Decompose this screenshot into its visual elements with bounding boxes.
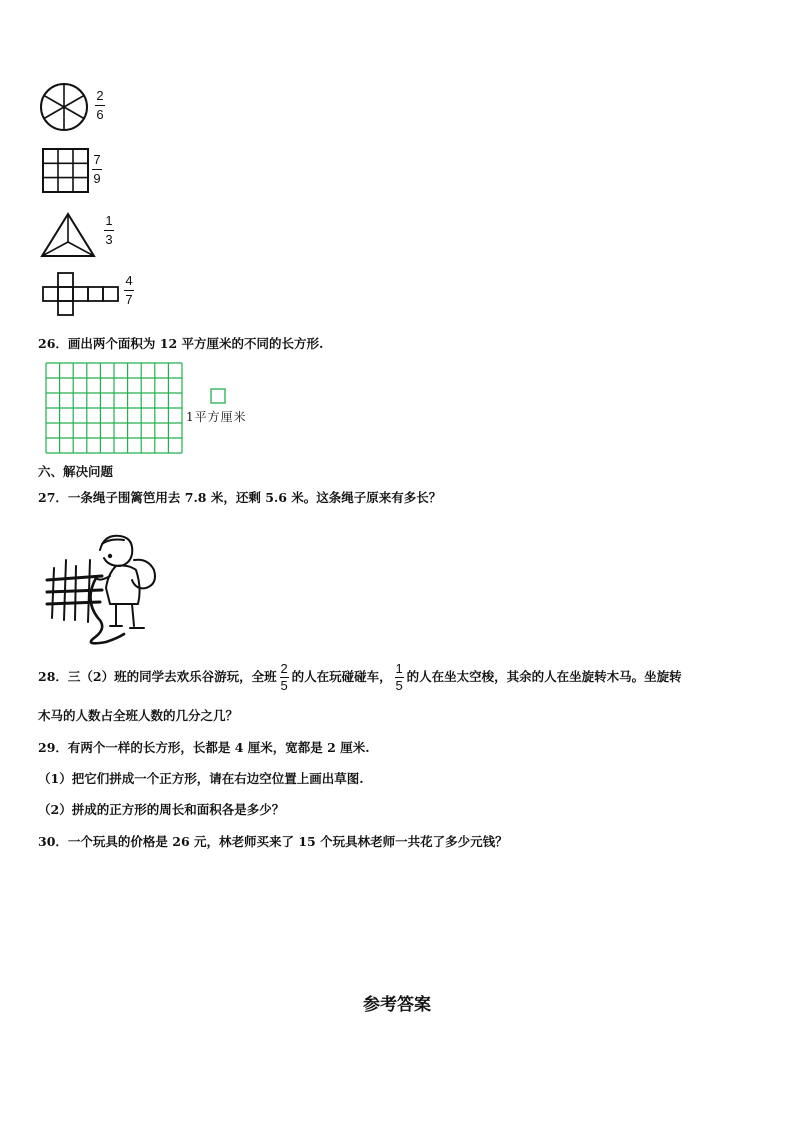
cross-net-figure [40,272,122,316]
section-title: 六、解决问题 [38,464,114,479]
question-text: 一条绳子围篱笆用去 7.8 米，还剩 5.6 米。这条绳子原来有多长？ [67,490,442,505]
fraction-label [124,274,134,307]
question-number: 26． [38,336,68,351]
inline-fraction [280,662,289,693]
fraction-denominator: 5 [395,678,403,693]
fraction-denominator: 9 [93,171,101,186]
question-number: 29． [38,740,68,755]
fraction-denominator: 5 [280,678,288,693]
square-grid-paper [45,362,183,454]
question-number: 30． [38,834,68,849]
fraction-denominator: 7 [125,292,133,307]
fraction-numerator: 1 [395,661,403,676]
fraction-label [95,89,105,122]
fraction-label [92,153,102,186]
question-29-sub1: （1）把它们拼成一个正方形，请在右边空位置上画出草图. [38,771,364,786]
answer-section-title: 参考答案 [363,995,431,1015]
question-text-part2: 的人在玩碰碰车， [291,669,392,684]
question-text: 画出两个面积为 12 平方厘米的不同的长方形. [67,336,324,351]
fraction-numerator: 4 [125,273,133,288]
question-27 [38,488,441,506]
question-30 [38,832,508,850]
unit-square-label: 1平方厘米 [186,410,247,424]
question-26 [38,334,323,352]
grid-nine-parts-figure [42,148,90,194]
fraction-numerator: 7 [93,152,101,167]
fraction-numerator: 1 [105,213,113,228]
inline-fraction [395,662,404,693]
circle-six-parts-figure [38,82,92,132]
question-text-part1: 三（2）班的同学去欢乐谷游玩，全班 [67,669,277,684]
question-29-sub2: （2）拼成的正方形的周长和面积各是多少？ [38,802,285,817]
fraction-numerator: 2 [96,88,104,103]
triangle-three-parts-figure [40,212,96,258]
question-number: 28． [38,669,68,684]
question-29 [38,738,370,756]
question-28-line2: 木马的人数占全班人数的几分之几？ [38,708,239,723]
boy-fence-illustration [44,530,164,646]
question-text: 一个玩具的价格是 26 元，林老师买来了 15 个玩具林老师一共花了多少元钱？ [67,834,508,849]
question-number: 27． [38,490,68,505]
question-28 [38,662,682,693]
fraction-denominator: 6 [96,107,104,122]
unit-square [210,388,226,404]
question-text-part3: 的人在坐太空梭，其余的人在坐旋转木马。坐旋转 [406,669,682,684]
fraction-numerator: 2 [280,661,288,676]
question-text: 有两个一样的长方形，长都是 4 厘米，宽都是 2 厘米. [67,740,370,755]
fraction-denominator: 3 [105,232,113,247]
fraction-label [104,214,114,247]
